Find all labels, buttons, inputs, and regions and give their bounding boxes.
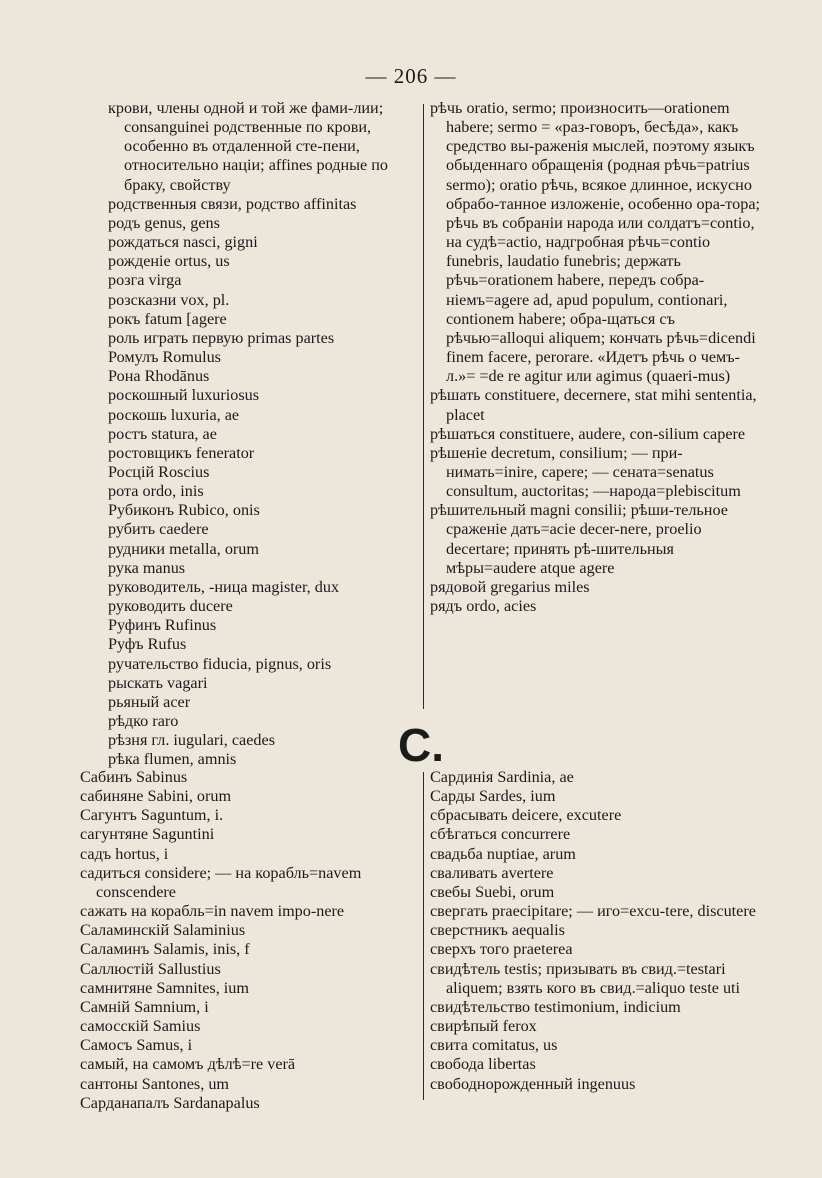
dictionary-entry: розсказни vox, pl. — [108, 290, 230, 309]
dictionary-entry: рожденiе ortus, us — [108, 252, 230, 271]
dictionary-entry: свирѣпый ferox — [430, 1017, 537, 1036]
page-number: — 206 — — [365, 64, 457, 88]
dictionary-entry: рокъ fatum [agere — [108, 309, 227, 328]
dictionary-entry: Сардинiя Sardinia, ae — [430, 768, 574, 786]
dictionary-entry: руководить ducere — [108, 597, 233, 616]
dictionary-entry: Сарданапалъ Sardanapalus — [80, 1093, 260, 1112]
dictionary-entry: Рона Rhodānus — [108, 367, 210, 386]
dictionary-entry: самосскiй Samius — [80, 1017, 201, 1036]
dictionary-entry: садиться considere; — на корабль=navem conscendere — [80, 863, 362, 901]
dictionary-entry: свадьба nuptiae, arum — [430, 844, 576, 863]
dictionary-entry: свобода libertas — [430, 1055, 536, 1074]
dictionary-entry: рука manus — [108, 558, 186, 577]
dictionary-entry: ручательство fiducia, pignus, oris — [108, 654, 332, 673]
dictionary-entry: сажать на корабль=in navem impo-nere — [80, 902, 345, 921]
dictionary-entry: свебы Suebi, orum — [430, 882, 555, 901]
dictionary-entry: сбрасывать deicere, excutere — [430, 806, 622, 825]
dictionary-entry: Саллюстiй Sallustius — [80, 959, 221, 978]
dictionary-entry: сантоны Santones, um — [80, 1074, 229, 1093]
dictionary-entry: Саламинъ Salamis, inis, f — [80, 940, 250, 959]
dictionary-entry: Самнiй Samnium, i — [80, 997, 209, 1016]
dictionary-entry: рядовой gregarius miles — [430, 577, 590, 596]
dictionary-entry: рѣчь oratio, sermo; произносить—orationem habere; sermo = «раз-говоръ, бесѣда», какъ средство вы-раженiя мыслей, поэтому языкъ обыденнаго обращенiя (родная рѣчь=patrius sermo); oratio рѣчь, всякое длинное, искусно обрабо-танное изложенiе, особенно ора-тора; рѣчь въ собранiи народа или солдатъ=contio, на судѣ=actio, надгробная рѣчь=contio funebris, laudatio funebris; держать рѣчь=orationem habere, передъ собра-нiемъ=agere ad, apud populum, contionari, contionem habere; обра-щаться съ рѣчью=alloqui aliquem; кончать рѣчь=dicendi finem facere, perorare. «Идетъ рѣчь о чемъ-л.»= =de re agitur или agimus (quaeri-mus) — [430, 99, 760, 386]
dictionary-entry: ростовщикъ fenerator — [108, 443, 255, 462]
dictionary-entry: Сарды Sardes, ium — [430, 787, 556, 806]
dictionary-entry: роль играть первую primas partes — [108, 328, 335, 347]
dictionary-entry: сбѣгаться concurrere — [430, 825, 571, 844]
dictionary-entry: рота ordo, inis — [108, 482, 204, 501]
dictionary-entry: рѣшаться constituere, audere, con-silium capere — [430, 424, 746, 443]
dictionary-entry: свидѣтельство testimonium, indicium — [430, 997, 681, 1016]
dictionary-entry: свободнорожденный ingenuus — [430, 1074, 636, 1093]
bottom-left-column — [80, 768, 418, 1113]
dictionary-entry: родственныя связи, родство affinitas — [108, 194, 357, 213]
dictionary-entry: рыскать vagari — [108, 673, 208, 692]
dictionary-entry: сагунтяне Saguntini — [80, 825, 215, 844]
dictionary-entry: рѣка flumen, amnis — [108, 750, 237, 769]
bottom-right-column — [430, 768, 766, 1094]
dictionary-entry: свита comitatus, us — [430, 1036, 558, 1055]
dictionary-entry: самый, на самомъ дѣлѣ=re verā — [80, 1055, 296, 1074]
dictionary-entry: свергать praecipitare; — иго=excu-tere, discutere — [430, 902, 756, 921]
dictionary-entry: Руфъ Rufus — [108, 635, 187, 654]
top-left-column — [108, 99, 420, 769]
dictionary-entry: рѣшительный magni consilii; рѣши-тельное сраженiе дать=acie decer-nere, proelio decertare; принять рѣ-шительныя мѣры=audere atque agere — [430, 501, 728, 577]
top-right-column — [430, 99, 766, 616]
dictionary-entry: рѣдко raro — [108, 712, 179, 730]
dictionary-entry: садъ hortus, i — [80, 844, 169, 863]
dictionary-entry: Саламинскiй Salaminius — [80, 921, 246, 940]
dictionary-entry: Росцiй Roscius — [108, 462, 210, 481]
dictionary-entry: Самосъ Samus, i — [80, 1036, 193, 1055]
dictionary-entry: роскошный luxuriosus — [108, 386, 260, 405]
section-letter: С. — [398, 719, 444, 771]
dictionary-entry: рядъ ordo, acies — [430, 597, 537, 616]
column-divider-bottom — [423, 772, 424, 1100]
dictionary-entry: рудники metalla, orum — [108, 539, 259, 558]
dictionary-entry: рѣшать constituere, decernere, stat mihi sententia, placet — [430, 386, 757, 424]
dictionary-entry: Ромулъ Romulus — [108, 348, 221, 367]
dictionary-entry: ростъ statura, ae — [108, 424, 217, 443]
dictionary-entry: самнитяне Samnites, ium — [80, 978, 249, 997]
dictionary-entry: рьяный acer — [108, 692, 191, 711]
dictionary-entry: Сабинъ Sabinus — [80, 768, 188, 786]
dictionary-entry: розга virga — [108, 271, 182, 290]
dictionary-entry: Рубиконъ Rubico, onis — [108, 501, 260, 520]
dictionary-entry: роскошь luxuria, ae — [108, 405, 240, 424]
dictionary-entry: сверхъ того praeterea — [430, 940, 573, 959]
dictionary-entry: рѣшенiе decretum, consilium; — при-нимать=inire, capere; — сената=senatus consultum, auctoritas; —народа=plebiscitum — [430, 443, 741, 501]
dictionary-entry: Руфинъ Rufinus — [108, 616, 217, 635]
dictionary-entry: Сагунтъ Saguntum, i. — [80, 806, 224, 825]
dictionary-entry: рѣзня гл. iugulari, caedes — [108, 731, 275, 750]
dictionary-entry: рождаться nasci, gigni — [108, 233, 258, 252]
dictionary-entry: сабиняне Sabini, orum — [80, 787, 232, 806]
column-divider-top — [423, 104, 424, 709]
dictionary-entry: крови, члены одной и той же фами-лии; consanguinei родственные по крови, особенно въ отдаленной сте-пени, относительно нацiи; affines родные по браку, свойству — [108, 99, 388, 194]
dictionary-entry: свидѣтель testis; призывать въ свид.=testari aliquem; взять кого въ свид.=aliquo teste uti — [430, 959, 741, 997]
dictionary-entry: сваливать avertere — [430, 863, 554, 882]
dictionary-entry: руководитель, -ница magister, dux — [108, 577, 340, 596]
dictionary-entry: рубить caedere — [108, 520, 209, 539]
dictionary-entry: сверстникъ aequalis — [430, 921, 565, 940]
dictionary-entry: родъ genus, gens — [108, 213, 220, 232]
